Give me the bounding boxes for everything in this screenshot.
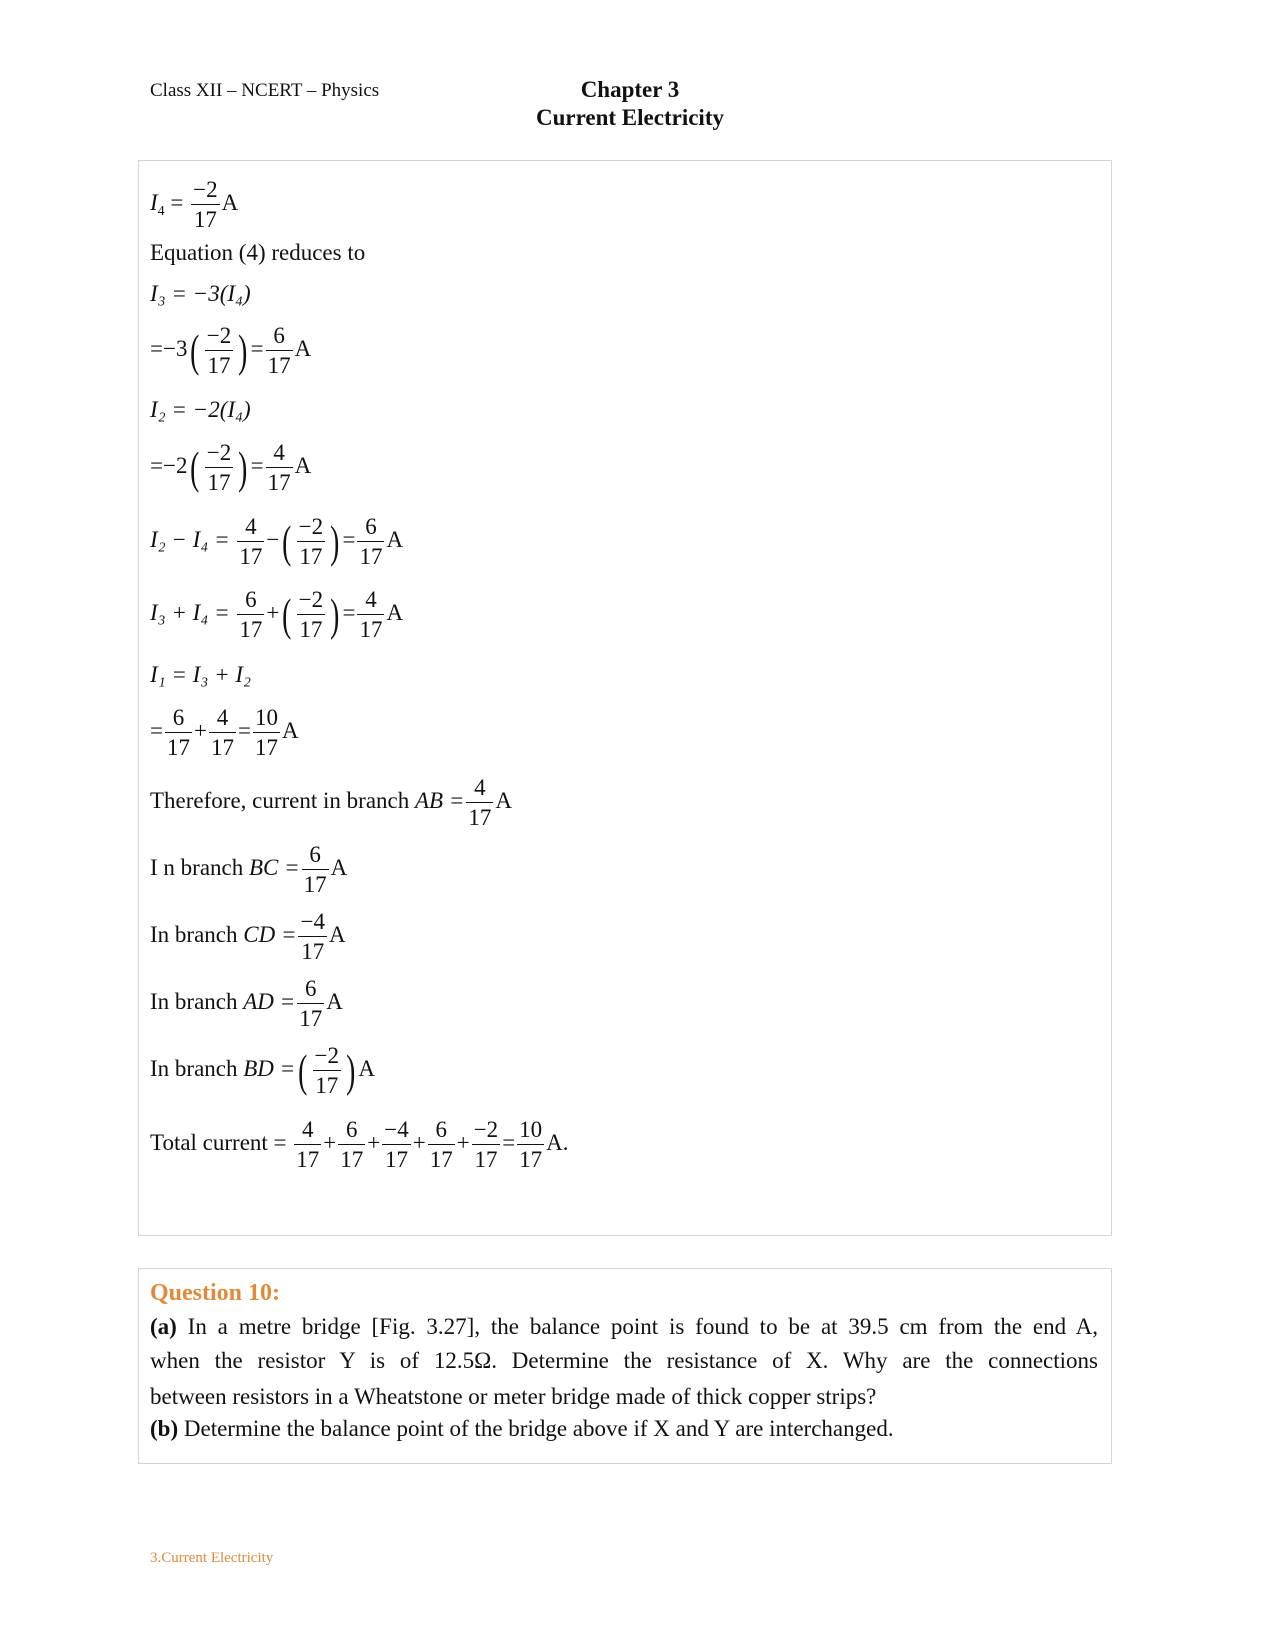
eq-i1-value: = $\frac{6}{17}$ + $\frac{4}{17}$ = $\frac{10}{17}$ A [150, 705, 299, 760]
eq-i2-value: =−2( $\frac{-2}{17}$ ) = $\frac{4}{17}$ A [150, 440, 312, 495]
eq-i1-def: I₁ = I₃ + I₂ [150, 662, 252, 687]
question-line-4: (b) Determine the balance point of the bridge above if X and Y are interchanged. [150, 1416, 894, 1441]
question-line-1: (a) In a metre bridge [Fig. 3.27], the balance point is found to be at 39.5 cm from the end A, [150, 1314, 1098, 1339]
footer-chapter-label: 3.Current Electricity [150, 1550, 274, 1566]
question-line-3: between resistors in a Wheatstone or meter bridge made of thick copper strips? [150, 1384, 877, 1409]
eq-i4: $I_4$ = $\frac{-2}{17}$ A [150, 177, 239, 232]
header-class-label: Class XII – NCERT – Physics [150, 80, 380, 101]
chapter-title: Current Electricity [536, 105, 724, 130]
branch-bd: In branch BD =( $\frac{-2}{17}$ ) A [150, 1043, 375, 1098]
branch-bc: I n branch BC = $\frac{6}{17}$ A [150, 842, 348, 897]
branch-ab: Therefore, current in branch AB = $\frac{4}{17}$ A [150, 775, 512, 830]
question-line-2: when the resistor Y is of 12.5Ω. Determine the resistance of X. Why are the connections [150, 1348, 1098, 1373]
header-chapter-block [480, 76, 780, 132]
question-title: Question 10: [150, 1280, 281, 1306]
eq-i2-def: I₂ = −2(I₄) [150, 397, 251, 422]
eq-i3-plus-i4: I₃ + I₄ = $\frac{6}{17}$ +( $\frac{-2}{17}$ ) = $\frac{4}{17}$ A [150, 587, 404, 642]
total-current: Total current = $\frac{4}{17}$ + $\frac{6}{17}$ + $\frac{-4}{17}$ + $\frac{6}{17}$ + $\frac{-2}{17}$ = $\frac{10}{17}$ A. [150, 1117, 569, 1172]
eq-i3-def: I₃ = −3(I₄) [150, 281, 251, 306]
eq-i2-minus-i4: I₂ − I₄ = $\frac{4}{17}$ −( $\frac{-2}{17}$ ) = $\frac{6}{17}$ A [150, 514, 404, 569]
chapter-number: Chapter 3 [580, 77, 680, 102]
branch-cd: In branch CD = $\frac{-4}{17}$ A [150, 909, 346, 964]
branch-ad: In branch AD = $\frac{6}{17}$ A [150, 976, 343, 1031]
eq-i3-value: =−3( $\frac{-2}{17}$ ) = $\frac{6}{17}$ A [150, 323, 312, 378]
text-equation-reduces: Equation (4) reduces to [150, 240, 366, 265]
